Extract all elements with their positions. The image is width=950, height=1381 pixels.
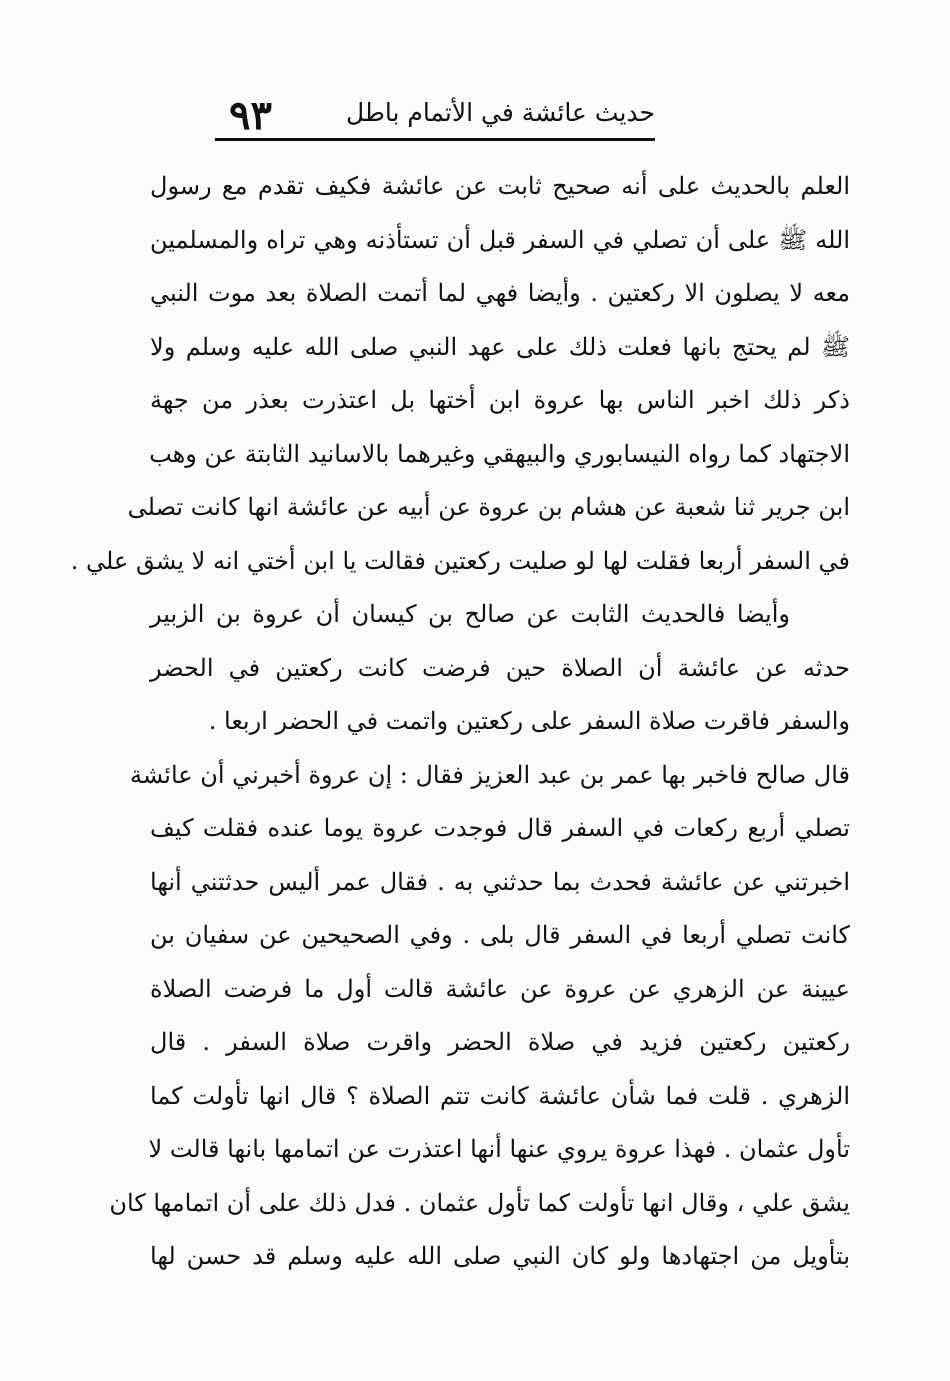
text-line: قال صالح فاخبر بها عمر بن عبد العزيز فقال : إن عروة أخبرني أن عائشة bbox=[130, 760, 850, 789]
text-line: اخبرتني عن عائشة فحدث بما حدثني به . فقال عمر أليس حدثتني أنها bbox=[150, 867, 850, 896]
text-line: الاجتهاد كما رواه النيسابوري والبيهقي وغيرهما بالاسانيد الثابتة عن وهب bbox=[149, 439, 850, 468]
text-line: يشق علي ، وقال انها تأولت كما تأول عثمان . فدل ذلك على أن اتمامها كان bbox=[109, 1188, 850, 1217]
text-line: ركعتين ركعتين فزيد في صلاة الحضر واقرت صلاة السفر . قال bbox=[150, 1028, 851, 1056]
text-line: كانت تصلي أربعا في السفر قال بلى . وفي الصحيحين عن سفيان بن bbox=[150, 921, 850, 949]
text-line: العلم بالحديث على أنه صحيح ثابت عن عائشة فكيف تقدم مع رسول bbox=[150, 172, 850, 200]
page-header bbox=[215, 88, 655, 146]
running-title: حديث عائشة في الأتمام باطل bbox=[346, 98, 655, 127]
text-line: بتأويل من اجتهادها ولو كان النبي صلى الله عليه وسلم قد حسن لها bbox=[150, 1242, 850, 1270]
text-line: والسفر فاقرت صلاة السفر على ركعتين واتمت في الحضر اربعا . bbox=[208, 707, 850, 735]
text-line: ﷺ لم يحتج بانها فعلت ذلك على عهد النبي صلى الله عليه وسلم ولا bbox=[150, 332, 850, 361]
text-line: في السفر أربعا فقلت لها لو صليت ركعتين فقالت يا ابن أختي انه لا يشق علي . bbox=[70, 546, 850, 575]
text-line: وأيضا فالحديث الثابت عن صالح بن كيسان أن عروة بن الزبير bbox=[150, 600, 790, 628]
text-line: معه لا يصلون الا ركعتين . وأيضا فهي لما أتمت الصلاة بعد موت النبي bbox=[150, 279, 850, 307]
text-line: الله ﷺ على أن تصلي في السفر قبل أن تستأذنه وهي تراه والمسلمين bbox=[150, 225, 850, 254]
text-line: عيينة عن الزهري عن عروة عن عائشة قالت أول ما فرضت الصلاة bbox=[150, 974, 850, 1003]
text-line: تأول عثمان . فهذا عروة يروي عنها أنها اعتذرت عن اتمامها بانها قالت لا bbox=[148, 1135, 850, 1163]
text-line: ذكر ذلك اخبر الناس بها عروة ابن أختها بل اعتذرت بعذر من جهة bbox=[150, 386, 850, 414]
page-number: ٩٣ bbox=[229, 92, 272, 139]
header-rule bbox=[215, 138, 655, 141]
text-line: تصلي أربع ركعات في السفر قال فوجدت عروة يوما عنده فقلت كيف bbox=[150, 814, 850, 842]
body-text bbox=[70, 160, 851, 1284]
text-line: ابن جرير ثنا شعبة عن هشام بن عروة عن أبيه عن عائشة انها كانت تصلى bbox=[127, 493, 850, 521]
text-line: حدثه عن عائشة أن الصلاة حين فرضت كانت ركعتين في الحضر bbox=[150, 653, 850, 682]
text-line: الزهري . قلت فما شأن عائشة كانت تتم الصلاة ؟ قال انها تأولت كما bbox=[150, 1081, 850, 1110]
